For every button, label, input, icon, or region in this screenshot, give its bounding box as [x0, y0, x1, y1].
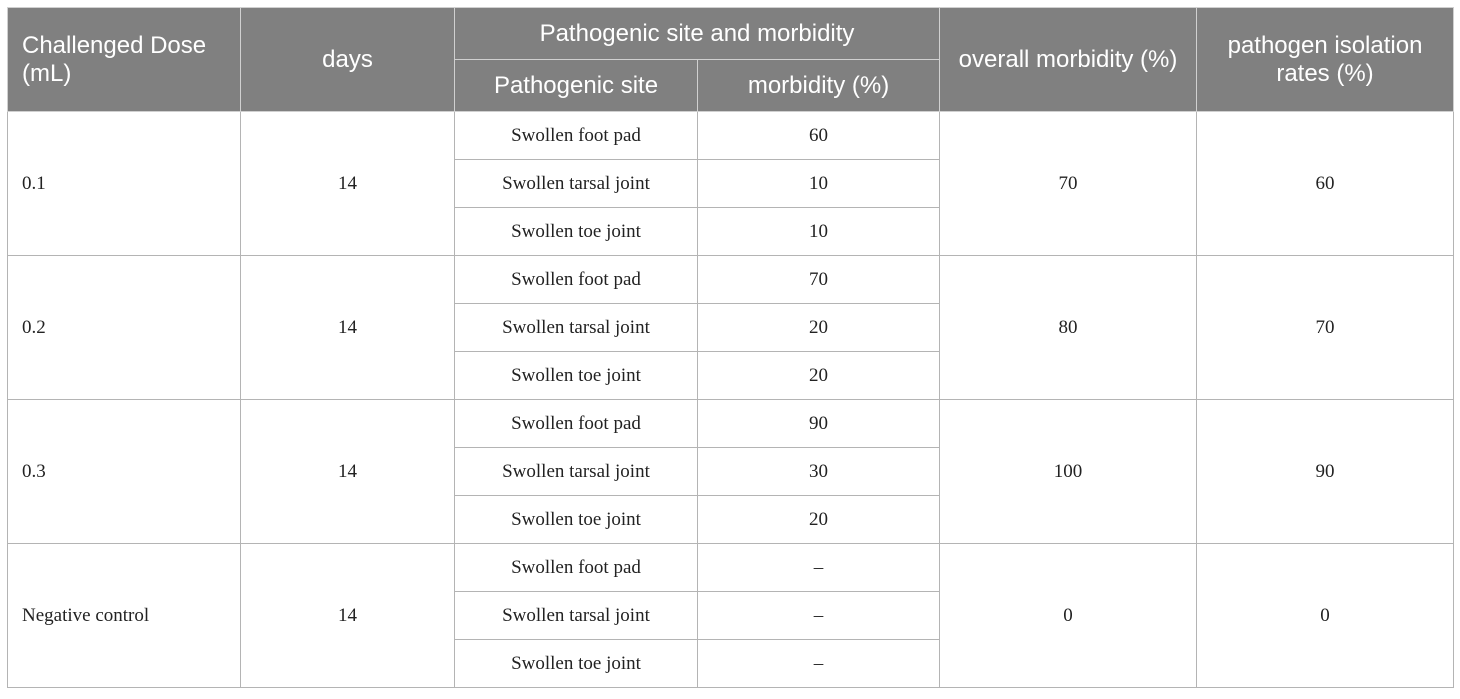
days-cell: 14	[241, 112, 455, 256]
table-row	[8, 400, 1454, 448]
overall-morbidity-cell: 80	[940, 256, 1197, 400]
header-days: days	[241, 8, 455, 112]
isolation-rate-cell: 60	[1197, 112, 1454, 256]
data-table	[7, 7, 1454, 688]
site-cell: Swollen tarsal joint	[455, 592, 698, 640]
dose-cell: Negative control	[8, 544, 241, 688]
morbidity-cell: 60	[698, 112, 940, 160]
header-row-1	[8, 8, 1454, 60]
dose-cell: 0.2	[8, 256, 241, 400]
table-row	[8, 112, 1454, 160]
overall-morbidity-cell: 0	[940, 544, 1197, 688]
site-cell: Swollen foot pad	[455, 400, 698, 448]
table-header	[8, 8, 1454, 112]
morbidity-cell: 20	[698, 352, 940, 400]
morbidity-cell: 20	[698, 496, 940, 544]
isolation-rate-cell: 90	[1197, 400, 1454, 544]
table-row	[8, 544, 1454, 592]
site-cell: Swollen toe joint	[455, 352, 698, 400]
table-body	[8, 112, 1454, 688]
overall-morbidity-cell: 100	[940, 400, 1197, 544]
isolation-rate-cell: 70	[1197, 256, 1454, 400]
morbidity-cell: 90	[698, 400, 940, 448]
header-site-group: Pathogenic site and morbidity	[455, 8, 940, 60]
site-cell: Swollen tarsal joint	[455, 304, 698, 352]
isolation-rate-cell: 0	[1197, 544, 1454, 688]
days-cell: 14	[241, 400, 455, 544]
morbidity-cell: –	[698, 544, 940, 592]
header-dose: Challenged Dose (mL)	[8, 8, 241, 112]
site-cell: Swollen tarsal joint	[455, 448, 698, 496]
days-cell: 14	[241, 256, 455, 400]
header-isolation-rate: pathogen isolation rates (%)	[1197, 8, 1454, 112]
dose-cell: 0.1	[8, 112, 241, 256]
morbidity-cell: 70	[698, 256, 940, 304]
morbidity-cell: –	[698, 592, 940, 640]
site-cell: Swollen foot pad	[455, 112, 698, 160]
morbidity-cell: 30	[698, 448, 940, 496]
site-cell: Swollen foot pad	[455, 256, 698, 304]
table-row	[8, 256, 1454, 304]
overall-morbidity-cell: 70	[940, 112, 1197, 256]
header-overall-morbidity: overall morbidity (%)	[940, 8, 1197, 112]
morbidity-cell: 10	[698, 160, 940, 208]
days-cell: 14	[241, 544, 455, 688]
header-morbidity: morbidity (%)	[698, 60, 940, 112]
header-site: Pathogenic site	[455, 60, 698, 112]
site-cell: Swollen tarsal joint	[455, 160, 698, 208]
morbidity-cell: 10	[698, 208, 940, 256]
morbidity-cell: 20	[698, 304, 940, 352]
morbidity-cell: –	[698, 640, 940, 688]
site-cell: Swollen toe joint	[455, 208, 698, 256]
site-cell: Swollen toe joint	[455, 640, 698, 688]
site-cell: Swollen toe joint	[455, 496, 698, 544]
site-cell: Swollen foot pad	[455, 544, 698, 592]
dose-cell: 0.3	[8, 400, 241, 544]
